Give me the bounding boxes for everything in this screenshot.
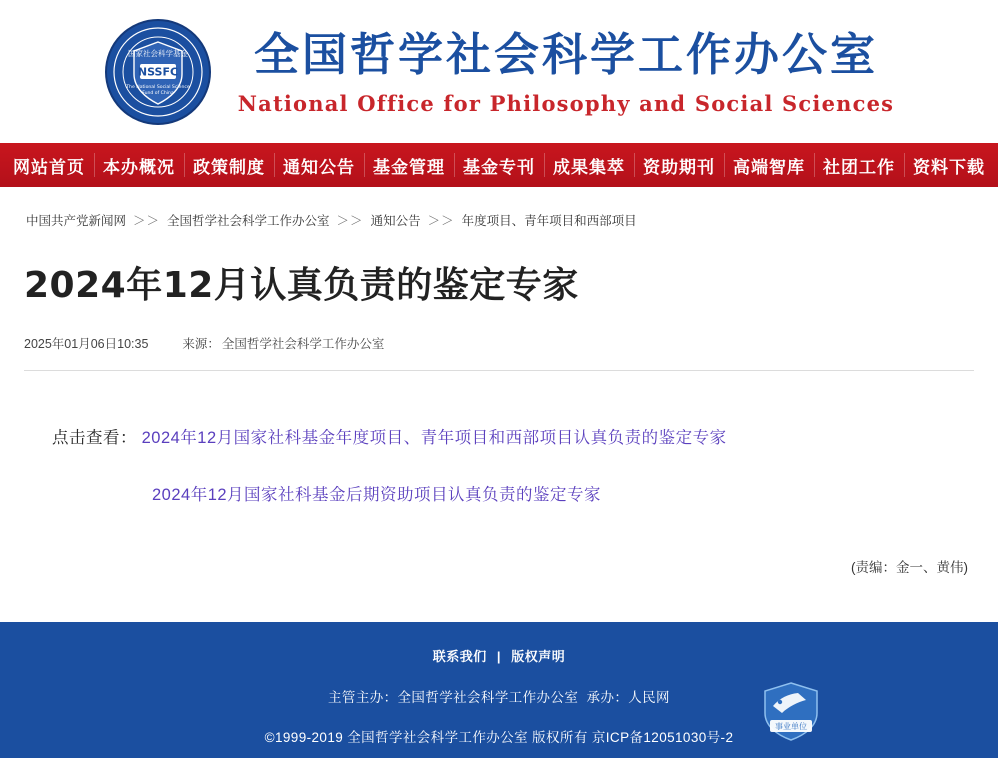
body-line-1	[52, 423, 974, 454]
article-source: 全国哲学社会科学工作办公室	[221, 337, 385, 351]
nav-item-downloads[interactable]: 资料下载	[904, 143, 994, 187]
svg-text:国家社会科学基金: 国家社会科学基金	[127, 48, 188, 58]
nav-item-achievements[interactable]: 成果集萃	[544, 143, 634, 187]
article-date: 2025年01月06日10:35	[24, 337, 149, 351]
click-to-view-label: 点击查看：	[52, 429, 137, 447]
breadcrumb-item-1[interactable]: 全国哲学社会科学工作办公室	[167, 214, 330, 228]
breadcrumb-item-0[interactable]: 中国共产党新闻网	[26, 214, 127, 228]
footer-copyright: ©1999-2019 全国哲学社会科学工作办公室 版权所有 京ICP备12051030号-2	[264, 730, 734, 745]
footer-link-copyright-statement[interactable]: 版权声明	[511, 649, 566, 664]
body-line-2	[52, 480, 974, 511]
breadcrumb-item-2[interactable]: 通知公告	[370, 214, 421, 228]
footer-operator: 人民网	[628, 690, 670, 705]
nav-item-association[interactable]: 社团工作	[814, 143, 904, 187]
header-inner	[104, 18, 894, 126]
article-meta	[24, 334, 974, 352]
footer-links	[0, 646, 998, 665]
site-footer	[0, 622, 998, 758]
nav-item-fund-management[interactable]: 基金管理	[364, 143, 454, 187]
footer-operator-label: 承办：	[586, 690, 629, 705]
nav-item-home[interactable]: 网站首页	[13, 157, 85, 178]
nssfc-logo[interactable]	[104, 18, 212, 126]
nav-item-policy[interactable]: 政策制度	[184, 143, 274, 187]
nav-item-about[interactable]: 本办概况	[94, 143, 184, 187]
page-title: 2024年12月认真负责的鉴定专家	[24, 265, 579, 306]
breadcrumb-separator: ＞＞	[133, 214, 161, 228]
gov-institution-badge-icon[interactable]	[760, 680, 822, 742]
main-content	[0, 211, 998, 576]
breadcrumb	[24, 211, 974, 229]
site-title-en: National Office for Philosophy and Social Sciences	[237, 91, 895, 117]
footer-supervisor-line	[0, 686, 998, 706]
title-divider	[24, 370, 974, 371]
article-body	[24, 423, 974, 512]
svg-text:Fund of China: Fund of China	[141, 90, 174, 96]
nav-item-fund-journal[interactable]: 基金专刊	[454, 143, 544, 187]
editor-note: (责编：金一、黄伟)	[851, 559, 968, 575]
site-title-cn: 全国哲学社会科学工作办公室	[253, 27, 878, 81]
footer-supervisor: 全国哲学社会科学工作办公室	[397, 690, 579, 705]
main-navigation	[0, 143, 998, 187]
nav-item-notice[interactable]: 通知公告	[274, 143, 364, 187]
nav-item-think-tank[interactable]: 高端智库	[724, 143, 814, 187]
article-source-label: 来源：	[182, 337, 220, 351]
svg-text:NSSFC: NSSFC	[137, 65, 178, 78]
document-link-annual-youth-west[interactable]: 2024年12月国家社科基金年度项目、青年项目和西部项目认真负责的鉴定专家	[141, 429, 727, 447]
document-link-post-funded[interactable]: 2024年12月国家社科基金后期资助项目认真负责的鉴定专家	[152, 486, 602, 505]
footer-link-divider: |	[496, 649, 502, 664]
site-header	[0, 0, 998, 143]
nav-item-funded-journals[interactable]: 资助期刊	[634, 143, 724, 187]
footer-supervisor-label: 主管主办：	[328, 690, 398, 705]
breadcrumb-separator: ＞＞	[336, 214, 364, 228]
footer-link-contact[interactable]: 联系我们	[432, 649, 487, 664]
svg-text:事业单位: 事业单位	[775, 722, 807, 731]
breadcrumb-item-current: 年度项目、青年项目和西部项目	[461, 214, 637, 228]
header-titles	[238, 27, 894, 116]
svg-text:The National Social Science: The National Social Science	[126, 84, 190, 90]
breadcrumb-separator: ＞＞	[427, 214, 455, 228]
